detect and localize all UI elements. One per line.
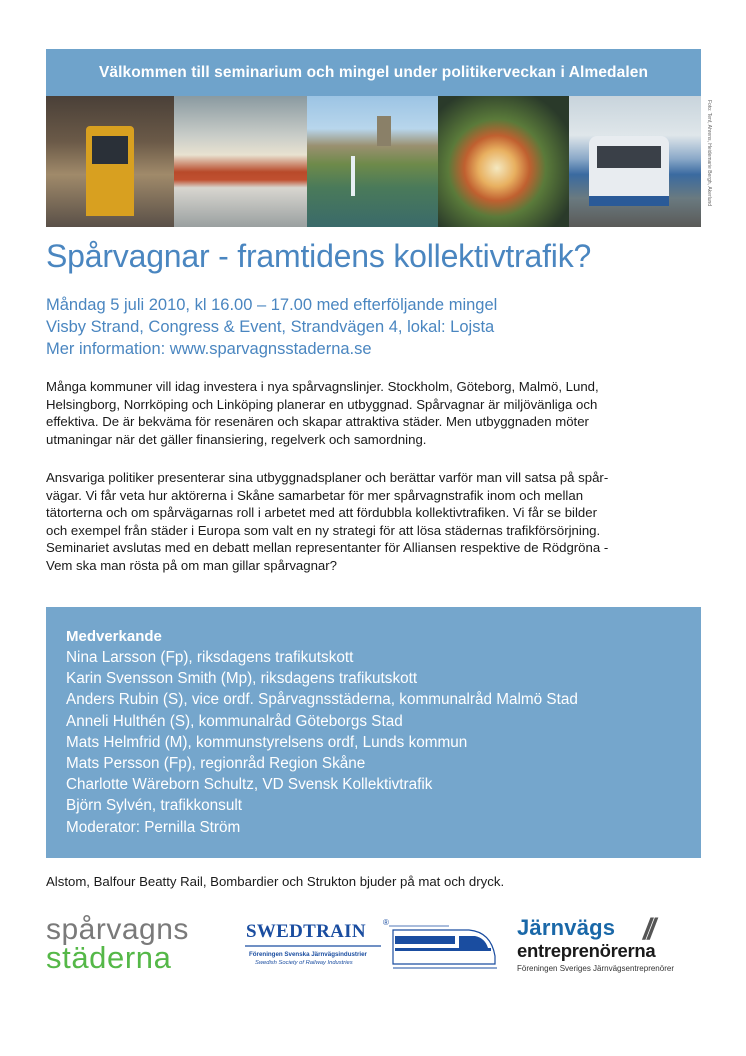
logo-line-2: entreprenörerna <box>517 940 656 961</box>
participant-item: Moderator: Pernilla Ström <box>66 818 241 836</box>
participant-item: Anders Rubin (S), vice ordf. Spårvagnsstäderna, kommunalråd Malmö Stad <box>66 691 578 709</box>
participant-item: Mats Helmfrid (M), kommunstyrelsens ordf, Lunds kommun <box>66 733 468 751</box>
slash-mark-icon: // <box>643 913 652 946</box>
logo-line-2: städerna <box>46 940 172 975</box>
participant-item: Anneli Hulthén (S), kommunalråd Göteborgs Stad <box>66 712 403 730</box>
event-location: Visby Strand, Congress & Event, Strandvägen 4, lokal: Lojsta <box>46 318 495 336</box>
photo-tram-street <box>46 96 174 227</box>
text-line: Ansvariga politiker presenterar sina utbyggnadsplaner och berättar varför man vill satsa på spår- <box>46 470 609 485</box>
page-title: Spårvagnar - framtidens kollektivtrafik? <box>46 238 592 274</box>
registered-mark: ® <box>383 918 389 927</box>
logo-subtitle: Föreningen Sveriges Järnvägsentreprenörer <box>517 964 674 973</box>
photo-visby-park <box>307 96 438 227</box>
event-date: Måndag 5 juli 2010, kl 16.00 – 17.00 med efterföljande mingel <box>46 296 498 314</box>
text-line: vägar. Vi får veta hur aktörerna i Skåne samarbetar för mer spårvagnstrafik inom och mellan <box>46 487 584 503</box>
text-line: Vem ska man rösta på om man gillar spårvagnar? <box>46 557 337 573</box>
participants-box <box>46 607 701 858</box>
text-line: Seminariet avslutas med en debatt mellan representanter för Alliansen respektive de Rödgröna - <box>46 540 609 556</box>
photo-credit: Foto: Tenf, Ahrens, Heidemarie Bergh, Åkerlund <box>706 100 712 207</box>
participant-item: Nina Larsson (Fp), riksdagens trafikutskott <box>66 649 354 666</box>
intro-paragraph <box>46 378 701 448</box>
swedtrain-subtitle-en: Swedish Society of Railway Industries <box>255 960 353 966</box>
event-more-info-link[interactable]: Mer information: www.sparvagnsstaderna.se <box>46 340 372 358</box>
participants-heading: Medverkande <box>66 628 162 645</box>
text-line: utmaningar när det gäller finansiering, regelverk och samordning. <box>46 431 427 447</box>
photo-strip <box>46 96 701 227</box>
welcome-banner-text: Välkommen till seminarium och mingel under politikerveckan i Almedalen <box>98 63 649 81</box>
logo-line-1: spårvagns <box>46 913 189 946</box>
participant-item: Karin Svensson Smith (Mp), riksdagens trafikutskott <box>66 670 418 688</box>
photo-food <box>438 96 569 227</box>
train-icon <box>389 920 499 972</box>
text-line: tätorterna och om spårvägarnas roll i arbetet med att fördubbla kollektivtrafiken. Vi får se bilder <box>46 505 597 521</box>
sponsors-line: Alstom, Balfour Beatty Rail, Bombardier och Strukton bjuder på mat och dryck. <box>46 874 505 889</box>
text-line: och exempel från städer i Europa som valt en ny strategi för att lösa städernas trafikförsörjning. <box>46 522 601 538</box>
photo-tram-motion <box>174 96 307 227</box>
logo-line-1: Järnvägs <box>517 915 616 940</box>
swedtrain-logo <box>243 918 389 982</box>
sparvagnsstaderna-logo <box>46 913 189 975</box>
event-info <box>46 294 497 360</box>
text-line: Helsingborg, Norrköping och Linköping planerar en utbyggnad. Spårvagnar är miljövänliga och <box>46 396 598 412</box>
text-line: Många kommuner vill idag investera i nya spårvagnslinjer. Stockholm, Göteborg, Malmö, Lund, <box>46 379 599 394</box>
description-paragraph <box>46 469 701 575</box>
swedtrain-subtitle: Föreningen Svenska Järnvägsindustrier <box>249 951 367 958</box>
participant-item: Björn Sylvén, trafikkonsult <box>66 797 242 815</box>
swedtrain-name: SWEDTRAIN <box>246 921 366 942</box>
text-line: effektiva. De är bekväma för resenären och skapar attraktiva städer. Men utbyggnaden möter <box>46 414 589 430</box>
photo-tram-city <box>569 96 701 227</box>
participant-item: Mats Persson (Fp), regionråd Region Skåne <box>66 755 366 773</box>
participant-item: Charlotte Wäreborn Schultz, VD Svensk Kollektivtrafik <box>66 776 433 794</box>
welcome-banner <box>46 49 701 96</box>
swedtrain-underline-icon <box>243 944 383 974</box>
